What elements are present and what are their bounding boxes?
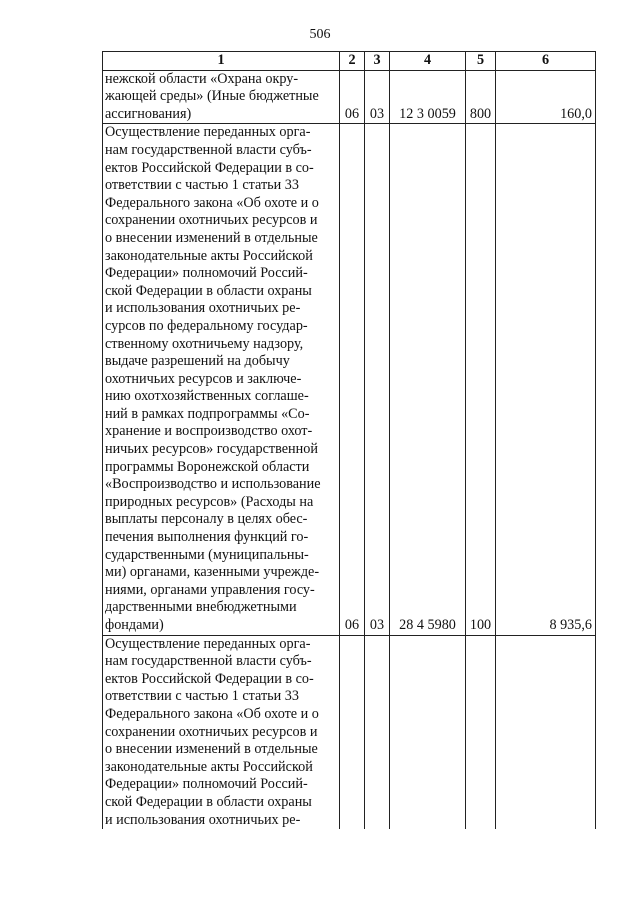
table-row — [103, 635, 596, 829]
description-line: и использования охотничьих ре- — [105, 811, 301, 828]
description-line: ответствии с частью 1 статьи 33 — [105, 177, 299, 194]
description-line: законодательные акты Российской — [105, 247, 313, 264]
row-amount — [496, 635, 596, 829]
description-line: ний в рамках подпрограммы «Со- — [105, 405, 310, 422]
page-number: 506 — [309, 27, 331, 42]
row-target-article: 28 4 5980 — [390, 124, 466, 635]
description-line: сохранении охотничьих ресурсов и — [105, 212, 318, 229]
header-col-1: 1 — [103, 52, 340, 71]
description-line: фондами) — [105, 617, 164, 633]
description-line: Федерации» полномочий Россий- — [105, 265, 308, 282]
row-target-article — [390, 635, 466, 829]
row-section-code: 06 — [340, 124, 365, 635]
header-col-6: 6 — [496, 52, 596, 71]
description-line: ничьих ресурсов» государственной — [105, 441, 318, 458]
description-line: сурсов по федеральному государ- — [105, 317, 308, 334]
description-line: нежской области «Охрана окру- — [105, 70, 299, 87]
description-line: ектов Российской Федерации в со- — [105, 670, 314, 687]
description-line: законодательные акты Российской — [105, 758, 313, 775]
description-line: и использования охотничьих ре- — [105, 300, 301, 317]
description-line: природных ресурсов» (Расходы на — [105, 493, 314, 510]
description-line: о внесении изменений в отдельные — [105, 229, 318, 246]
description-line: ственному охотничьему надзору, — [105, 335, 304, 352]
description-line: выплаты персоналу в целях обес- — [105, 511, 308, 528]
description-line: печения выполнения функций го- — [105, 529, 309, 546]
row-description — [103, 635, 340, 829]
row-target-article: 12 3 0059 — [390, 70, 466, 124]
description-line: выдаче разрешений на добычу — [105, 353, 290, 370]
description-line: «Воспроизводство и использование — [105, 476, 321, 493]
header-row — [103, 52, 596, 71]
description-line: сударственными (муниципальны- — [105, 546, 309, 563]
description-line: нам государственной власти субъ- — [105, 141, 312, 158]
table-row — [103, 70, 596, 124]
description-line: дарственными внебюджетными — [105, 599, 297, 616]
row-expense-type — [466, 635, 496, 829]
header-col-5: 5 — [466, 52, 496, 71]
description-line: ответствии с частью 1 статьи 33 — [105, 688, 299, 705]
row-amount: 8 935,6 — [496, 124, 596, 635]
description-line: программы Воронежской области — [105, 458, 310, 475]
row-description — [103, 70, 340, 124]
description-line: ской Федерации в области охраны — [105, 793, 312, 810]
row-expense-type: 100 — [466, 124, 496, 635]
description-line: охотничьих ресурсов и заключе- — [105, 370, 302, 387]
description-line: Осуществление переданных орга- — [105, 635, 311, 652]
description-line: ассигнования) — [105, 105, 192, 122]
header-col-3: 3 — [365, 52, 390, 71]
table-row — [103, 124, 596, 635]
description-line: Федерации» полномочий Россий- — [105, 776, 308, 793]
row-amount: 160,0 — [496, 70, 596, 124]
description-line: Осуществление переданных орга- — [105, 124, 311, 141]
description-line: ектов Российской Федерации в со- — [105, 159, 314, 176]
description-line: нию охотхозяйственных соглаше- — [105, 388, 309, 405]
description-line: ми) органами, казенными учрежде- — [105, 564, 320, 581]
row-expense-type: 800 — [466, 70, 496, 124]
description-line: ской Федерации в области охраны — [105, 282, 312, 299]
description-line: жающей среды» (Иные бюджетные — [105, 88, 319, 105]
header-col-2: 2 — [340, 52, 365, 71]
budget-table — [102, 51, 596, 829]
row-subsection-code: 03 — [365, 70, 390, 124]
description-line: ниями, органами управления госу- — [105, 581, 315, 598]
description-line: Федерального закона «Об охоте и о — [105, 194, 319, 211]
description-line: нам государственной власти субъ- — [105, 653, 312, 670]
row-subsection-code — [365, 635, 390, 829]
row-subsection-code: 03 — [365, 124, 390, 635]
description-line: о внесении изменений в отдельные — [105, 741, 318, 758]
description-line: Федерального закона «Об охоте и о — [105, 705, 319, 722]
row-description — [103, 124, 340, 635]
header-col-4: 4 — [390, 52, 466, 71]
row-section-code: 06 — [340, 70, 365, 124]
description-line: хранение и воспроизводство охот- — [105, 423, 313, 440]
row-section-code — [340, 635, 365, 829]
description-line: сохранении охотничьих ресурсов и — [105, 723, 318, 740]
